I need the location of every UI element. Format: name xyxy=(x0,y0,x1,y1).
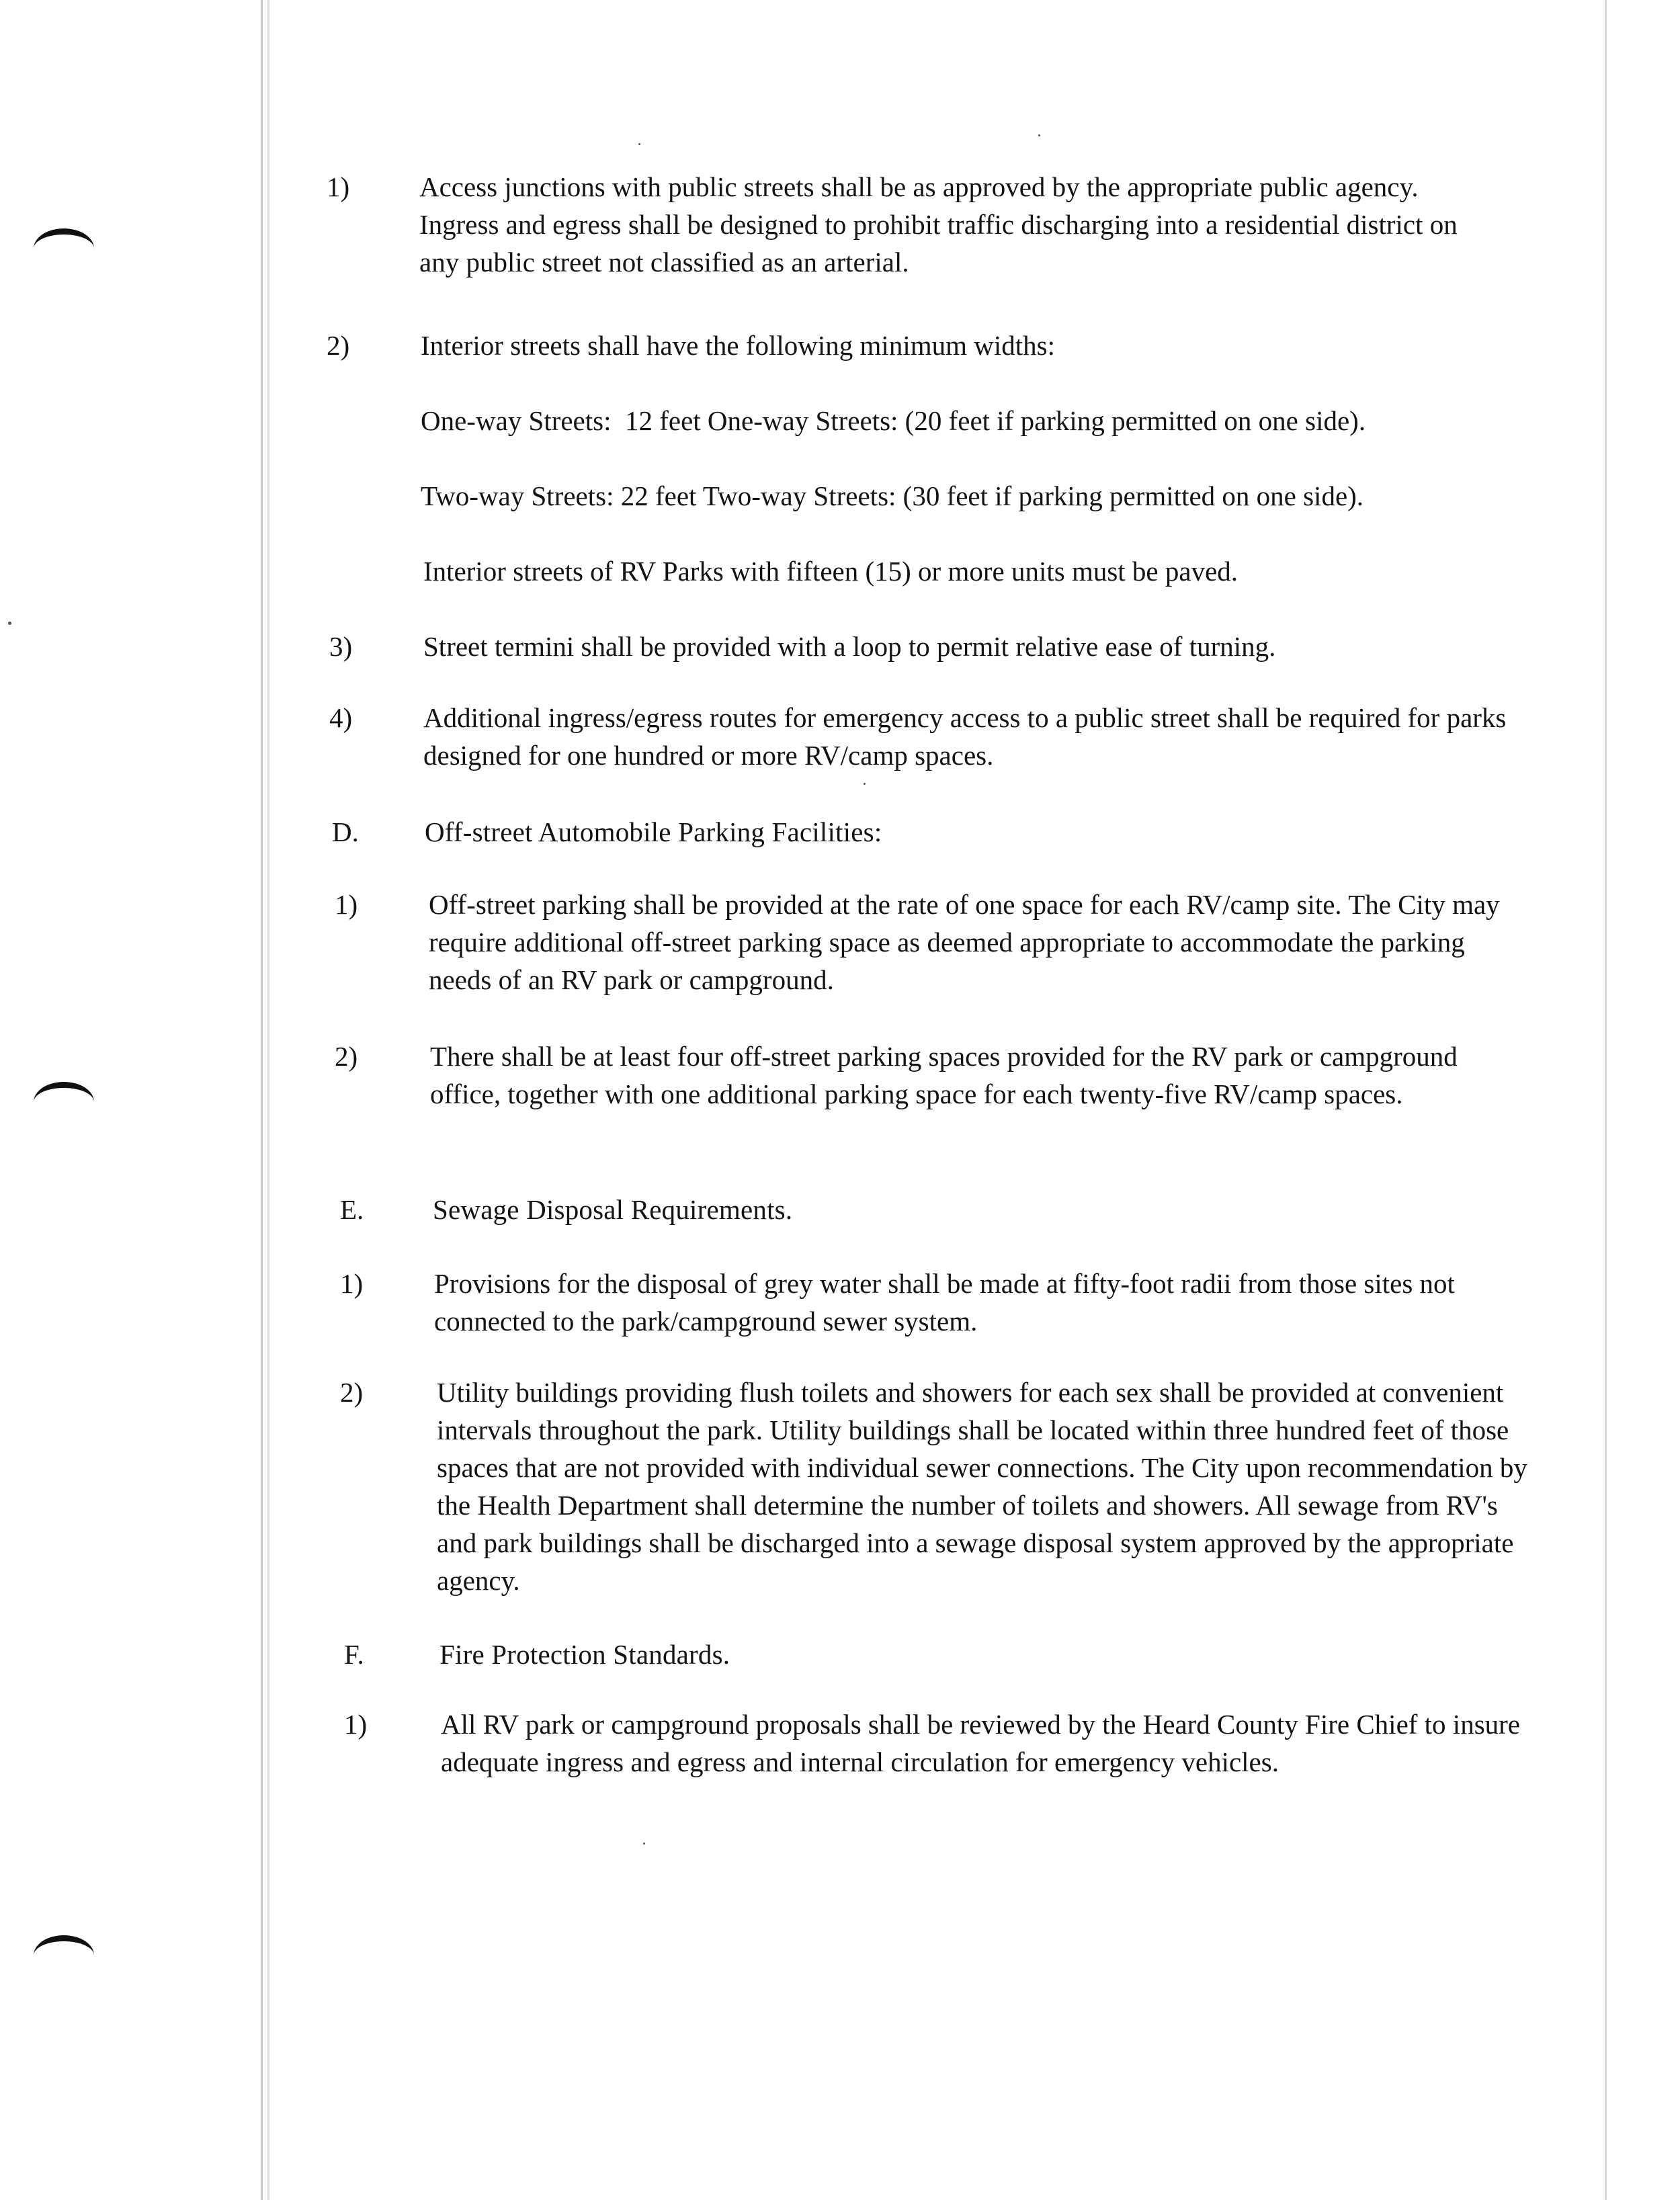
list-item-text: Interior streets of RV Parks with fifteen (15) or more units must be paved. xyxy=(423,556,1238,587)
list-item-text: One-way Streets: 12 feet One-way Streets: (20 feet if parking permitted on one side). xyxy=(421,405,1366,436)
section-marker: D. xyxy=(332,816,359,847)
list-marker: 2) xyxy=(335,1041,358,1072)
scan-speck xyxy=(638,143,640,145)
list-marker: 1) xyxy=(327,171,350,202)
list-marker: 4) xyxy=(329,702,353,733)
punch-hole-top xyxy=(34,228,94,269)
punch-hole-middle xyxy=(34,1082,94,1122)
list-item-text: Provisions for the disposal of grey water shall be made at fifty-foot radii from those sites not connected to the park/campground sewer system. xyxy=(434,1268,1455,1337)
binding-edge-line-left-inner xyxy=(267,0,269,2200)
section-marker: E. xyxy=(340,1194,364,1225)
list-item-text: Access junctions with public streets shall be as approved by the appropriate public agency. Ingress and egress shall be designed to prohibit traffic discharging into a residential district on any public street not classified as an arterial. xyxy=(419,171,1458,278)
list-marker: 2) xyxy=(340,1377,364,1408)
section-heading-text: Fire Protection Standards. xyxy=(439,1639,730,1670)
scan-speck xyxy=(643,1843,645,1845)
list-item-text: All RV park or campground proposals shall be reviewed by the Heard County Fire Chief to insure adequate ingress and egress and internal circulation for emergency vehicles. xyxy=(441,1709,1521,1777)
list-item-text: Interior streets shall have the following minimum widths: xyxy=(421,330,1055,361)
list-item-text: Street termini shall be provided with a loop to permit relative ease of turning. xyxy=(423,631,1276,662)
list-item-text: Two-way Streets: 22 feet Two-way Streets: (30 feet if parking permitted on one side). xyxy=(421,480,1364,511)
list-marker: 1) xyxy=(344,1709,368,1740)
punch-hole-bottom xyxy=(34,1935,94,1976)
section-heading-text: Off-street Automobile Parking Facilities: xyxy=(425,816,882,847)
list-item-text: There shall be at least four off-street parking spaces provided for the RV park or campground office, together with one additional parking space for each twenty-five RV/camp spaces. xyxy=(430,1041,1458,1109)
binding-edge-line-left xyxy=(261,0,263,2200)
section-heading-text: Sewage Disposal Requirements. xyxy=(433,1194,793,1225)
list-item-text: Utility buildings providing flush toilets and showers for each sex shall be provided at convenient intervals throughout the park. Utility buildings shall be located within three hundred feet of those spaces that are not provided with individual sewer connections. The City upon recommendation by the Health Department shall determine the number of toilets and showers. All sewage from RV's and park buildings shall be discharged into a sewage disposal system approved by the appropriate agency. xyxy=(437,1377,1527,1596)
list-marker: 1) xyxy=(335,889,358,920)
list-item-text: Additional ingress/egress routes for emergency access to a public street shall be required for parks designed for one hundred or more RV/camp spaces. xyxy=(423,702,1507,771)
scan-speck xyxy=(8,622,11,625)
page-edge-line-right xyxy=(1605,0,1607,2200)
scan-speck xyxy=(864,783,866,785)
list-item-text: Off-street parking shall be provided at the rate of one space for each RV/camp site. The City may require additional off-street parking space as deemed appropriate to accommodate the parking needs of an RV park or campground. xyxy=(429,889,1500,995)
scan-speck xyxy=(1038,134,1040,136)
list-marker: 1) xyxy=(340,1268,364,1299)
section-marker: F. xyxy=(344,1639,364,1670)
list-marker: 2) xyxy=(327,330,350,361)
list-marker: 3) xyxy=(329,631,353,662)
